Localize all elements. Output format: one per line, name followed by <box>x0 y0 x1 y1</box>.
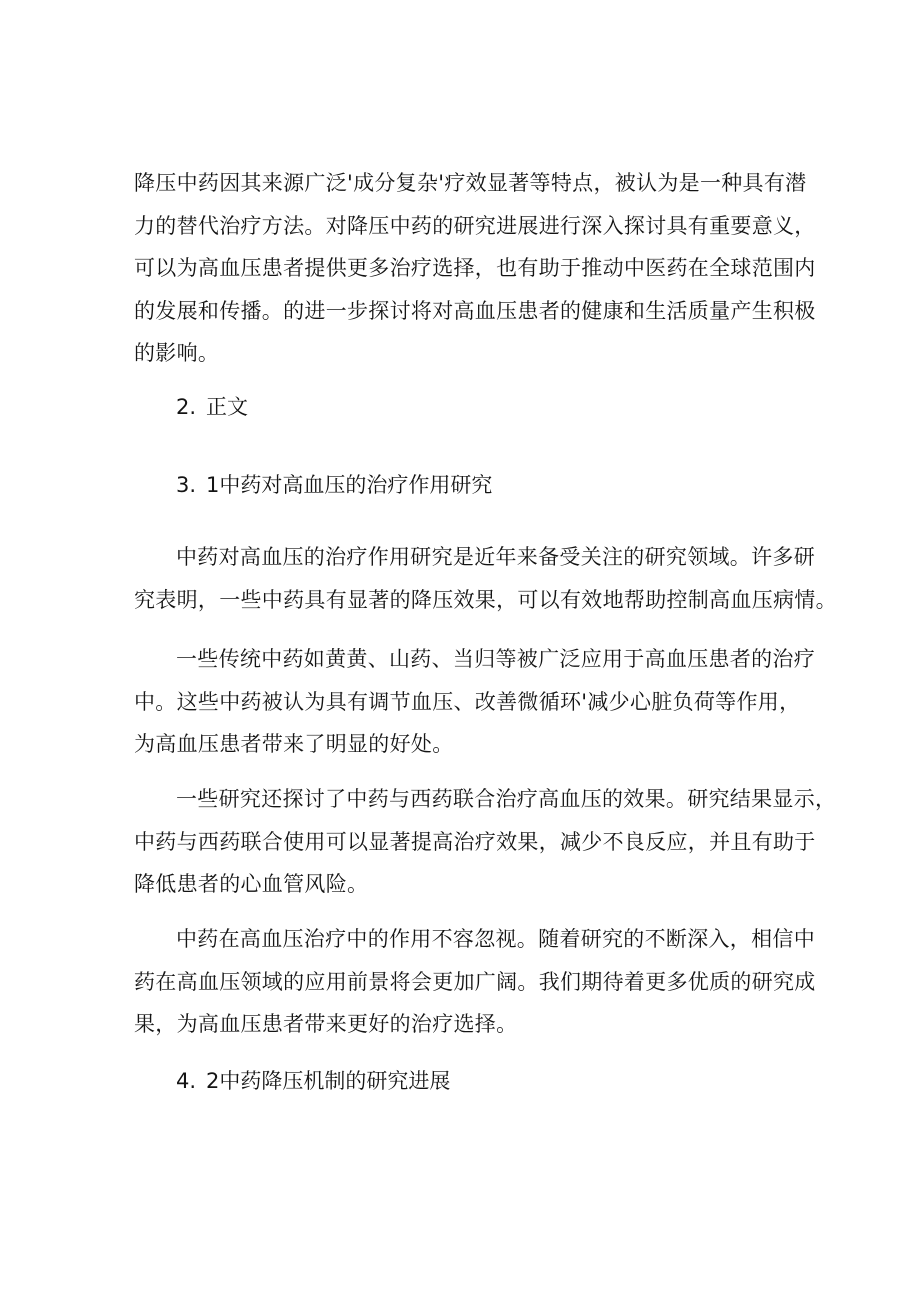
body-paragraph-2 <box>134 638 815 766</box>
para3-line-3: 降低患者的心血管风险。 <box>134 872 369 896</box>
para3-line-2: 中药与西药联合使用可以显著提高治疗效果，减少不良反应，并且有助于 <box>134 829 816 854</box>
section-title-3: 1中药对高血压的治疗作用研究 <box>206 473 493 497</box>
para4-line-2: 药在高血压领域的应用前景将会更加广阔。我们期待着更多优质的研究成 <box>134 969 816 994</box>
para3-line-1: 一些研究还探讨了中药与西药联合治疗高血压的效果。研究结果显示， <box>176 787 837 811</box>
intro-line-2: 力的替代治疗方法。对降压中药的研究进展进行深入探讨具有重要意义， <box>134 213 816 238</box>
para2-line-2: 中。这些中药被认为具有调节血压、改善微循环'减少心脏负荷等作用， <box>134 689 801 714</box>
section-number-3: 3. <box>176 473 197 497</box>
intro-paragraph <box>134 162 816 375</box>
body-paragraph-3 <box>134 778 837 906</box>
section-heading-3 <box>176 470 492 500</box>
body-paragraph-4 <box>134 918 816 1046</box>
para2-line-3: 为高血压患者带来了明显的好处。 <box>134 732 454 756</box>
body-paragraph-1 <box>134 536 837 621</box>
para1-line-1: 中药对高血压的治疗作用研究是近年来备受关注的研究领域。许多研 <box>176 545 815 569</box>
section-heading-2 <box>176 392 248 422</box>
intro-line-1: 降压中药因其来源广泛'成分复杂'疗效显著等特点，被认为是一种具有潜 <box>134 171 807 195</box>
section-number-4: 4. <box>176 1069 197 1093</box>
para4-line-3: 果，为高血压患者带来更好的治疗选择。 <box>134 1012 518 1036</box>
intro-line-4: 的发展和传播。的进一步探讨将对高血压患者的健康和生活质量产生积极 <box>134 298 816 323</box>
intro-line-3: 可以为高血压患者提供更多治疗选择，也有助于推动中医药在全球范围内 <box>134 256 816 280</box>
intro-line-5: 的影响。 <box>134 341 220 365</box>
section-title-2: 正文 <box>206 395 248 419</box>
section-number-2: 2. <box>176 395 197 419</box>
para1-line-2: 究表明，一些中药具有显著的降压效果，可以有效地帮助控制高血压病情。 <box>134 587 837 612</box>
para4-line-1: 中药在高血压治疗中的作用不容忽视。随着研究的不断深入，相信中 <box>176 927 815 951</box>
section-heading-4 <box>176 1066 450 1096</box>
section-title-4: 2中药降压机制的研究进展 <box>206 1069 451 1093</box>
para2-line-1: 一些传统中药如黄黄、山药、当归等被广泛应用于高血压患者的治疗 <box>176 647 815 671</box>
